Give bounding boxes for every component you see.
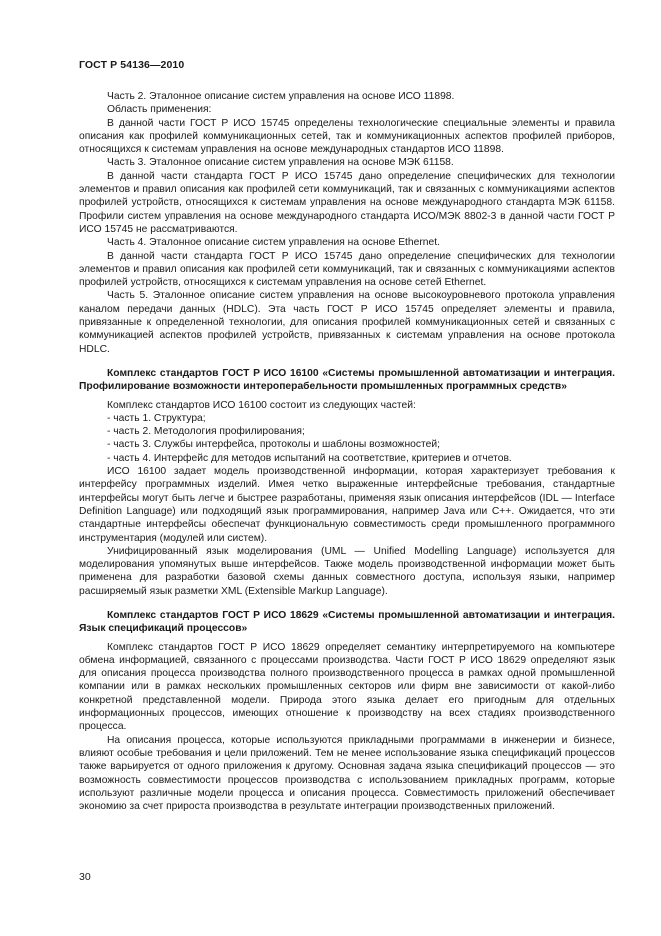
- paragraph: Часть 3. Эталонное описание систем управления на основе МЭК 61158.: [107, 157, 454, 169]
- list-item: - часть 1. Структура;: [107, 412, 206, 424]
- page-number: 30: [79, 871, 91, 883]
- section-heading-iso-16100: Комплекс стандартов ГОСТ Р ИСО 16100 «Системы промышленной автоматизации и интеграция. Профилирование возможности интероперабельности промышленных программных средств»: [79, 367, 615, 393]
- paragraph: Часть 5. Эталонное описание систем управления на основе высокоуровневого протокола управления каналом передачи данных (HDLC). Эта часть ГОСТ Р ИСО 15745 определяет элементы и правила, привязанные к определенной технологии, для описания профилей коммуникационных сетей и связанных с коммуникацией аспектов профилей устройств, привязанных к системам управления на основе протокола HDLC.: [79, 290, 615, 355]
- paragraph: Унифицированный язык моделирования (UML — Unified Modelling Language) используется для моделирования упомянутых выше интерфейсов. Также модель производственной информации может быть применена для разработки базовой схемы данных совместного доступа, используя языки, например расширяемый язык разметки XML (Extensible Markup Language).: [79, 545, 615, 597]
- paragraph: В данной части ГОСТ Р ИСО 15745 определены технологические специальные элементы и правила описания как профилей коммуникационных сетей, так и коммуникационных аспектов профилей приборов, относящихся к системам управления на основе международных стандартов ИСО 11898.: [79, 117, 615, 156]
- paragraph: Область применения:: [107, 104, 212, 116]
- document-body: [79, 90, 615, 813]
- list-item: - часть 2. Методология профилирования;: [107, 426, 305, 438]
- paragraph: Комплекс стандартов ГОСТ Р ИСО 18629 определяет семантику интерпретируемого на компьютере обмена информацией, связанного с процессами производства. Части ГОСТ Р ИСО 18629 определяют язык для описания процесса производства полного производственного процесса в рамках одной промышленной компании или в рамках нескольких промышленных секторов или фирм вне зависимости от какой-либо конкретной представленной модели. Природа этого языка делает его пригодным для отдельных информационных процессов, имеющих отношение к производству на всех стадиях производственного процесса.: [79, 641, 615, 733]
- list-item: - часть 3. Службы интерфейса, протоколы и шаблоны возможностей;: [107, 439, 440, 451]
- paragraph: В данной части стандарта ГОСТ Р ИСО 15745 дано определение специфических для технологии элементов и правил описания как профилей сети коммуникаций, так и связанных с коммуникациями аспектов профилей устройств, относящихся к системам управления на основе международного стандарта МЭК 61158. Профили систем управления на основе международного стандарта ИСО/МЭК 8802-3 в данной части ГОСТ Р ИСО 15745 не рассматриваются.: [79, 170, 615, 235]
- paragraph: Часть 2. Эталонное описание систем управления на основе ИСО 11898.: [107, 91, 455, 102]
- section-heading-iso-18629: Комплекс стандартов ГОСТ Р ИСО 18629 «Системы промышленной автоматизации и интеграция. Язык спецификаций процессов»: [79, 609, 615, 635]
- list-item: - часть 4. Интерфейс для методов испытаний на соответствие, критериев и отчетов.: [107, 452, 512, 464]
- page-header: ГОСТ Р 54136—2010: [79, 59, 185, 71]
- parts-list: [79, 412, 615, 465]
- paragraph: На описания процесса, которые используются прикладными программами в инженерии и бизнесе, влияют особые требования и цели приложений. Тем не менее использование языка спецификаций процессов также варьируется от одного приложения к другому. Основная задача языка спецификаций процессов — это возможность совместимости процессов производства с использованием прикладных программ, которые используют различные модели процесса и описания процесса. Совместимость приложений обеспечивает экономию за счет прироста производства в результате интеграции производственных приложений.: [79, 734, 615, 813]
- paragraph: Комплекс стандартов ИСО 16100 состоит из следующих частей:: [107, 399, 416, 411]
- paragraph: В данной части стандарта ГОСТ Р ИСО 15745 дано определение специфических для технологии элементов и правил описания как профилей сети коммуникаций, так и связанных с коммуникациями аспектов профилей устройств, относящихся к системам управления на основе сетей Ethernet.: [79, 250, 615, 289]
- paragraph: Часть 4. Эталонное описание систем управления на основе Ethernet.: [107, 237, 440, 249]
- paragraph: ИСО 16100 задает модель производственной информации, которая характеризует требования к интерфейсу программных изделий. Имея четко выраженные интерфейсные требования, стандартные интерфейсы могут быть легче и быстрее разработаны, применяя язык описания интерфейсов (IDL — Interface Definition Language) или подходящий язык программирования, например Java или C++. Ожидается, что эти стандартные интерфейсы обеспечат функциональную совместимость среди промышленного программного инструментария (модулей или систем).: [79, 466, 615, 544]
